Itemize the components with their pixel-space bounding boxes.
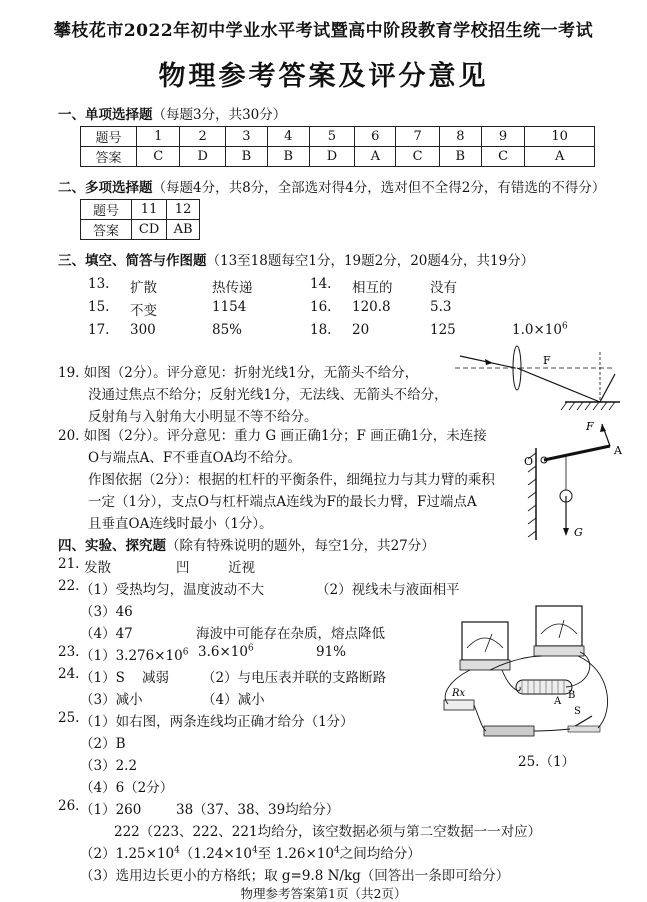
q23-answer-b-exp: 6: [247, 643, 254, 654]
table-cell: C: [481, 147, 524, 167]
label-Rx: Rx: [452, 688, 466, 699]
q19-line-3: 反射角与入射角大小明显不等不给分。: [88, 409, 318, 425]
section-3-note: （13至18题每空1分，19题2分，20题4分，共19分）: [206, 253, 535, 269]
q15-answer-b: 1154: [212, 299, 247, 315]
refracted-ray: [517, 368, 600, 402]
mirror-hatching: [561, 402, 615, 410]
table-cell: A: [525, 147, 595, 167]
ray-arrow: [485, 359, 493, 365]
q26-part-2-mid-base: （1.24×10: [179, 846, 252, 862]
q26-part-1b: 38（37、38、39均给分）: [176, 802, 340, 818]
q19-line-1: 19. 如图（2分）。评分意见：折射光线1分，无箭头不给分，: [58, 365, 419, 381]
section-4-note: （除有特殊说明的题外，每空1分，共27分）: [166, 538, 435, 554]
q24-num: 24.: [58, 666, 80, 682]
section-2-note: （每题4分，共8分，全部选对得4分，选对但不全得2分，有错选的不得分）: [152, 180, 606, 196]
q14-num: 14.: [310, 276, 332, 292]
q17-answer-a: 300: [130, 322, 156, 338]
q24-part-2: （2）与电压表并联的支路断路: [202, 670, 387, 686]
q13-answer-a: 扩散: [130, 280, 157, 296]
page-title: 物理参考答案及评分意见: [158, 61, 489, 92]
table-cell: 10: [525, 127, 595, 147]
table-cell: 3: [225, 127, 267, 147]
table-cell: 答案: [81, 147, 137, 167]
q13-num: 13.: [88, 276, 110, 292]
q25-part-4: （4）6（2分）: [80, 780, 174, 796]
single-choice-table: [80, 126, 595, 167]
q18-answer-a: 20: [352, 322, 370, 338]
q21-answer-c: 近视: [228, 560, 255, 576]
section-4-name: 四、实验、探究题: [58, 538, 166, 554]
table-cell: AB: [167, 220, 200, 240]
table-cell: 题号: [81, 127, 137, 147]
q26-part-1a: （1）260: [80, 802, 142, 818]
q18-answer-b: 125: [430, 322, 456, 338]
label-S: S: [574, 706, 581, 717]
table-cell: A: [355, 147, 396, 167]
table-cell: 5: [309, 127, 354, 147]
label-A: A: [554, 696, 562, 707]
table-cell: 8: [439, 127, 481, 147]
table-cell: 12: [167, 200, 200, 220]
q17-num: 17.: [88, 322, 110, 338]
q21-answer-a: 发散: [84, 560, 111, 576]
ammeter-base: [460, 660, 510, 670]
table-cell: D: [180, 147, 225, 167]
label-G: G: [574, 526, 583, 539]
q21-num: 21.: [58, 556, 80, 572]
table-cell: 11: [132, 200, 167, 220]
q14-answer-b: 没有: [430, 280, 457, 296]
q22-part-4b: 海波中可能存在杂质，熔点降低: [196, 626, 385, 642]
q23-num: 23.: [58, 644, 80, 660]
section-3-name: 三、填空、简答与作图题: [58, 253, 207, 269]
q20-line-3: 作图依据（2分）：根据的杠杆的平衡条件，细绳拉力与其力臂的乘积: [88, 472, 495, 488]
q16-answer-b: 5.3: [430, 299, 452, 315]
table-cell: C: [137, 147, 180, 167]
rheostat: [516, 680, 572, 694]
q25-part-1: （1）如右图，两条连线均正确才给分（1分）: [80, 714, 354, 730]
q26-part-2-exp: 4: [174, 845, 180, 856]
multi-choice-table: [80, 199, 200, 240]
table-cell: CD: [132, 220, 167, 240]
label-O: O: [524, 455, 534, 468]
voltmeter-base: [534, 646, 584, 656]
ammeter-body: [462, 622, 508, 660]
table-row: [81, 200, 200, 220]
table-cell: 9: [481, 127, 524, 147]
resistor-rx: [444, 700, 474, 710]
table-cell: 7: [396, 127, 439, 147]
section-1-name: 一、单项选择题: [58, 107, 153, 123]
q25-part-2: （2）B: [80, 736, 126, 752]
q23-answer-b: [198, 644, 254, 660]
q18-answer-c: [512, 322, 568, 338]
label-B: B: [568, 690, 576, 701]
q21-answer-b: 凹: [176, 560, 190, 576]
table-cell: D: [309, 147, 354, 167]
q23-part-1-exp: 6: [182, 647, 189, 658]
q25-num: 25.: [58, 710, 80, 726]
q20-line-2: O与端点A、F不垂直OA均不给分。: [88, 450, 302, 466]
figure-25-circuit-diagram: [430, 600, 630, 750]
figure-20-lever-diagram: [522, 418, 632, 543]
q26-part-1c: 222（223、222、221均给分，该空数据必须与第二空数据一一对应）: [114, 824, 542, 840]
label-F: F: [586, 420, 594, 433]
wire: [534, 729, 570, 731]
q20-line-5: 且垂直OA连线时最小（1分）。: [88, 516, 273, 532]
q16-num: 16.: [310, 299, 332, 315]
label-A: A: [614, 444, 622, 457]
section-1-heading: [58, 103, 286, 123]
q24-part-1b: 减弱: [142, 670, 169, 686]
q26-part-2-to-base: 至 1.26×10: [257, 846, 335, 862]
q13-answer-b: 热传递: [212, 280, 253, 296]
q20-line-4: 一定（1分），支点O与杠杆端点A连线为F的最长力臂，F过端点A: [88, 494, 477, 510]
focus-label: F: [543, 354, 551, 367]
q15-answer-a: 不变: [130, 303, 157, 319]
q26-part-2: [80, 842, 421, 862]
q24-part-4: （4）减小: [202, 692, 265, 708]
q15-num: 15.: [88, 299, 110, 315]
q24-part-3: （3）减小: [80, 692, 143, 708]
table-row: [81, 127, 595, 147]
section-1-note: （每题3分，共30分）: [152, 107, 287, 123]
figure-19-lens-diagram: [455, 344, 620, 414]
table-cell: 答案: [81, 220, 132, 240]
q24-part-1: （1）S: [80, 670, 125, 686]
section-4-heading: [58, 534, 435, 554]
q26-num: 26.: [58, 798, 80, 814]
q14-answer-a: 相互的: [352, 280, 393, 296]
q20-line-1: 20. 如图（2分）。评分意见：重力 G 画正确1分；F 画正确1分，未连接: [58, 428, 487, 444]
q23-part-1-base: （1）3.276×10: [80, 648, 183, 664]
switch-base: [568, 726, 600, 732]
exam-header: 攀枝花市2022年初中学业水平考试暨高中阶段教育学校招生统一考试: [53, 21, 594, 41]
table-row: [81, 220, 200, 240]
q22-num: 22.: [58, 578, 80, 594]
table-cell: 4: [267, 127, 309, 147]
voltmeter-body: [536, 606, 582, 646]
q17-answer-b: 85%: [212, 322, 243, 338]
q23-answer-c: 91%: [316, 644, 347, 660]
q18-num: 18.: [310, 322, 332, 338]
section-2-name: 二、多项选择题: [58, 180, 153, 196]
gravity-arrow: [563, 528, 569, 536]
battery: [484, 726, 534, 736]
q26-part-2-tail: 之间均给分）: [339, 846, 421, 862]
table-cell: B: [225, 147, 267, 167]
q26-part-2-mid-exp: 4: [251, 845, 258, 856]
reflected-ray: [600, 374, 615, 402]
q22-part-4: （4）47: [80, 626, 133, 642]
table-cell: B: [267, 147, 309, 167]
q26-part-3: （3）选用边长更小的方格纸；取 g=9.8 N/kg（回答出一条即可给分）: [80, 868, 510, 884]
wire: [578, 656, 608, 728]
q26-part-2-to-exp: 4: [334, 845, 340, 856]
table-row: [81, 147, 595, 167]
figure-25-caption: 25.（1）: [518, 754, 576, 770]
table-cell: 1: [137, 127, 180, 147]
q22-part-1: （1）受热均匀，温度波动不大: [80, 582, 265, 598]
table-cell: B: [439, 147, 481, 167]
table-cell: C: [396, 147, 439, 167]
table-cell: 2: [180, 127, 225, 147]
section-3-heading: [58, 249, 534, 269]
table-cell: 6: [355, 127, 396, 147]
q25-part-3: （3）2.2: [80, 758, 138, 774]
table-cell: 题号: [81, 200, 132, 220]
q22-part-3: （3）46: [80, 604, 133, 620]
q16-answer-a: 120.8: [352, 299, 391, 315]
q18-answer-c-exp: 6: [561, 321, 568, 332]
q23-part-1: [80, 644, 188, 664]
q22-part-2: （2）视线未与液面相平: [316, 582, 460, 598]
q23-answer-b-base: 3.6×10: [198, 644, 248, 660]
q19-line-2: 没通过焦点不给分；反射光线1分，无法线、无箭头不给分，: [88, 387, 448, 403]
q26-part-2-base: （2）1.25×10: [80, 846, 175, 862]
page-footer: 物理参考答案第1页（共2页）: [240, 886, 407, 901]
section-2-heading: [58, 176, 605, 196]
q18-answer-c-base: 1.0×10: [512, 322, 562, 338]
